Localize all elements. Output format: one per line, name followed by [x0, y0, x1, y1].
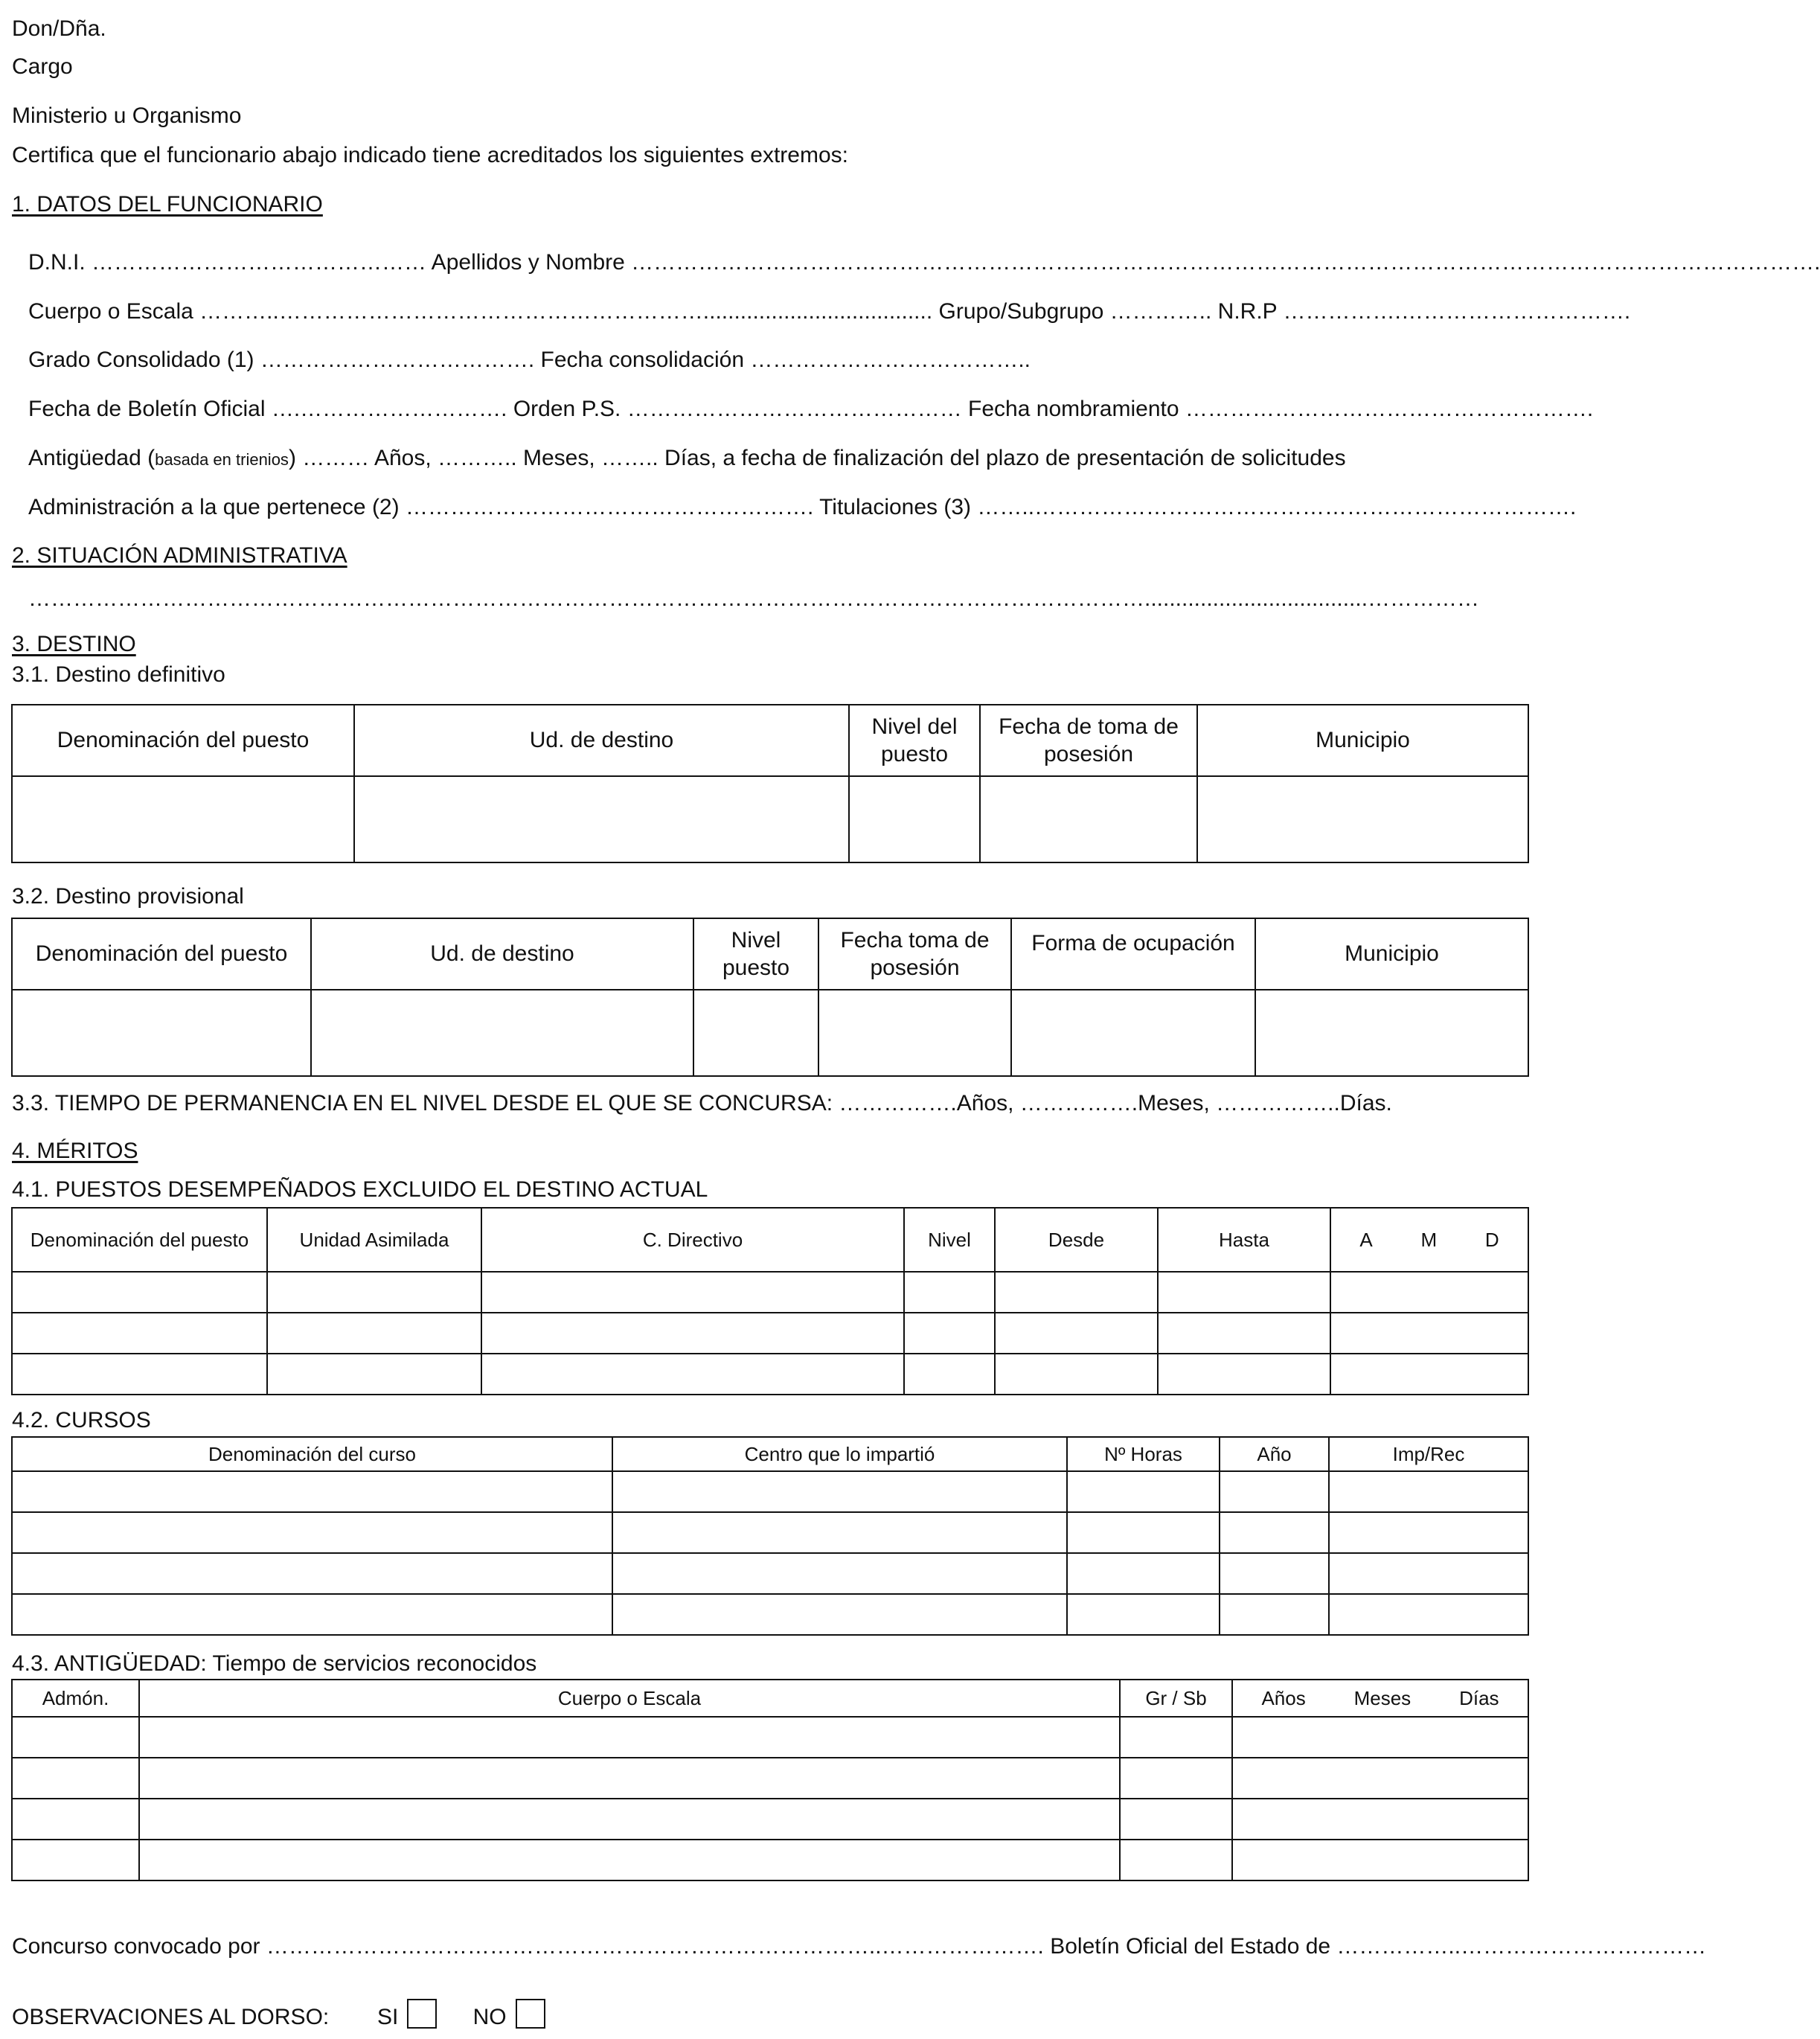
- input-cell[interactable]: [139, 1799, 1120, 1840]
- col-c-directivo: C. Directivo: [481, 1208, 904, 1272]
- col-municipio: Municipio: [1255, 918, 1528, 990]
- certifica-text: Certifica que el funcionario abajo indicado tiene acreditados los siguientes extremos:: [12, 143, 848, 167]
- col-centro: Centro que lo impartió: [612, 1437, 1067, 1471]
- col-unidad-asimilada: Unidad Asimilada: [267, 1208, 481, 1272]
- input-cell[interactable]: [612, 1471, 1067, 1512]
- input-cell[interactable]: [12, 1272, 267, 1313]
- input-cell[interactable]: [693, 990, 818, 1076]
- input-cell[interactable]: [1120, 1799, 1232, 1840]
- cursos-label: 4.2. CURSOS: [12, 1408, 151, 1433]
- input-cell[interactable]: [139, 1840, 1120, 1880]
- col-fecha-toma: Fecha toma de posesión: [818, 918, 1011, 990]
- si-checkbox[interactable]: [407, 1999, 437, 2029]
- col-ano: Año: [1220, 1437, 1329, 1471]
- input-cell[interactable]: [904, 1272, 995, 1313]
- input-cell[interactable]: [1011, 990, 1255, 1076]
- input-cell[interactable]: [1067, 1471, 1220, 1512]
- col-fecha-toma: Fecha de toma de posesión: [980, 705, 1197, 776]
- input-cell[interactable]: [12, 1471, 612, 1512]
- destino-definitivo-table: [11, 704, 1529, 863]
- input-cell[interactable]: [980, 776, 1197, 862]
- dni-line: D.N.I. ……………………………………… Apellidos y Nombre …………………………………………………………………………………………………………………………………………….: [28, 250, 1820, 275]
- input-cell[interactable]: [1329, 1512, 1528, 1553]
- input-cell[interactable]: [1220, 1553, 1329, 1594]
- input-cell[interactable]: [1329, 1471, 1528, 1512]
- col-denominacion-curso: Denominación del curso: [12, 1437, 612, 1471]
- input-cell[interactable]: [12, 1840, 139, 1880]
- input-cell[interactable]: [995, 1272, 1158, 1313]
- input-cell[interactable]: [1067, 1553, 1220, 1594]
- col-amd: A M D: [1330, 1208, 1528, 1272]
- table-row: [12, 1799, 1528, 1840]
- col-cuerpo-escala: Cuerpo o Escala: [139, 1680, 1120, 1717]
- col-ud-destino: Ud. de destino: [311, 918, 693, 990]
- input-cell[interactable]: [849, 776, 980, 862]
- input-cell[interactable]: [1255, 990, 1528, 1076]
- input-cell[interactable]: [1232, 1758, 1528, 1799]
- input-cell[interactable]: [1067, 1512, 1220, 1553]
- table-row: [12, 1354, 1528, 1395]
- table-row: [12, 1840, 1528, 1880]
- input-cell[interactable]: [12, 1553, 612, 1594]
- input-cell[interactable]: [1330, 1272, 1528, 1313]
- col-denominacion: Denominación del puesto: [12, 705, 354, 776]
- table-row: [12, 1471, 1528, 1512]
- no-label: NO: [472, 2005, 507, 2029]
- input-cell[interactable]: [267, 1354, 481, 1395]
- table-row: [12, 1758, 1528, 1799]
- col-nivel: Nivel puesto: [693, 918, 818, 990]
- input-cell[interactable]: [12, 776, 354, 862]
- input-cell[interactable]: [1120, 1758, 1232, 1799]
- input-cell[interactable]: [995, 1313, 1158, 1354]
- section-3-title: 3. DESTINO: [12, 632, 136, 656]
- puestos-table: [11, 1207, 1529, 1395]
- grado-line: Grado Consolidado (1) ………………………………. Fecha consolidación ………………………………..: [28, 348, 1031, 372]
- col-forma-ocupacion: Forma de ocupación: [1011, 918, 1255, 990]
- administracion-line: Administración a la que pertenece (2) ………………………………………………. Titulaciones (3) ……..……………………………………………………………….: [28, 495, 1577, 519]
- col-desde: Desde: [995, 1208, 1158, 1272]
- input-cell[interactable]: [1232, 1717, 1528, 1758]
- table-row: [12, 1553, 1528, 1594]
- input-cell[interactable]: [1220, 1471, 1329, 1512]
- col-imp-rec: Imp/Rec: [1329, 1437, 1528, 1471]
- input-cell[interactable]: [1120, 1840, 1232, 1880]
- input-cell[interactable]: [12, 1594, 612, 1635]
- cursos-table: [11, 1436, 1529, 1636]
- input-cell[interactable]: [481, 1313, 904, 1354]
- input-cell[interactable]: [1330, 1313, 1528, 1354]
- table-row: [12, 1272, 1528, 1313]
- input-cell[interactable]: [481, 1354, 904, 1395]
- antiguedad-label: 4.3. ANTIGÜEDAD: Tiempo de servicios reconocidos: [12, 1651, 537, 1676]
- situacion-dots: ……………………………………………………………………………………………………………………………………....................................……………: [28, 586, 1480, 611]
- input-cell[interactable]: [1197, 776, 1528, 862]
- input-cell[interactable]: [139, 1758, 1120, 1799]
- input-cell[interactable]: [311, 990, 693, 1076]
- section-4-title: 4. MÉRITOS: [12, 1139, 138, 1163]
- col-ud-destino: Ud. de destino: [354, 705, 849, 776]
- col-horas: Nº Horas: [1067, 1437, 1220, 1471]
- table-row: [12, 1512, 1528, 1553]
- boletin-line: Fecha de Boletín Oficial ….………………………. Orden P.S. ……………………………………… Fecha nombramiento ……………………………………………….: [28, 397, 1594, 421]
- input-cell[interactable]: [1232, 1840, 1528, 1880]
- input-cell[interactable]: [481, 1272, 904, 1313]
- input-cell[interactable]: [12, 990, 311, 1076]
- col-denominacion: Denominación del puesto: [12, 1208, 267, 1272]
- destino-provisional-table: [11, 918, 1529, 1077]
- input-cell[interactable]: [12, 1512, 612, 1553]
- col-gr-sb: Gr / Sb: [1120, 1680, 1232, 1717]
- ministerio-label: Ministerio u Organismo: [12, 103, 242, 128]
- col-denominacion: Denominación del puesto: [12, 918, 311, 990]
- si-label: SI: [377, 2005, 399, 2029]
- col-nivel: Nivel del puesto: [849, 705, 980, 776]
- cuerpo-line: Cuerpo o Escala ………..…………………………………………………..................................... Grupo/Subgrupo ………….. N.R.P …………….………………………….: [28, 299, 1631, 324]
- observaciones-row: [12, 1999, 575, 2029]
- no-checkbox[interactable]: [516, 1999, 545, 2029]
- antiguedad-table: [11, 1679, 1529, 1881]
- col-hasta: Hasta: [1158, 1208, 1330, 1272]
- input-cell[interactable]: [12, 1354, 267, 1395]
- input-cell[interactable]: [1220, 1594, 1329, 1635]
- input-cell[interactable]: [1329, 1594, 1528, 1635]
- table-row: [12, 776, 1528, 862]
- input-cell[interactable]: [12, 1717, 139, 1758]
- section-1-title: 1. DATOS DEL FUNCIONARIO: [12, 192, 323, 217]
- col-nivel: Nivel: [904, 1208, 995, 1272]
- input-cell[interactable]: [1120, 1717, 1232, 1758]
- input-cell[interactable]: [12, 1799, 139, 1840]
- input-cell[interactable]: [1158, 1272, 1330, 1313]
- input-cell[interactable]: [612, 1512, 1067, 1553]
- col-municipio: Municipio: [1197, 705, 1528, 776]
- input-cell[interactable]: [12, 1758, 139, 1799]
- destino-provisional-label: 3.2. Destino provisional: [12, 884, 244, 909]
- concurso-line: Concurso convocado por ………………………………………………………………………..…………………. Boletín Oficial del Estado de ……………..……………………………: [12, 1934, 1707, 1959]
- observaciones-label: OBSERVACIONES AL DORSO:: [12, 2005, 330, 2029]
- tiempo-permanencia-line: 3.3. TIEMPO DE PERMANENCIA EN EL NIVEL DESDE EL QUE SE CONCURSA: …………….Años, …………….Meses, ……………..Días.: [12, 1091, 1392, 1115]
- input-cell[interactable]: [1232, 1799, 1528, 1840]
- input-cell[interactable]: [995, 1354, 1158, 1395]
- input-cell[interactable]: [904, 1313, 995, 1354]
- destino-definitivo-label: 3.1. Destino definitivo: [12, 662, 225, 687]
- input-cell[interactable]: [139, 1717, 1120, 1758]
- col-admon: Admón.: [12, 1680, 139, 1717]
- input-cell[interactable]: [1158, 1313, 1330, 1354]
- table-row: [12, 1594, 1528, 1635]
- input-cell[interactable]: [1067, 1594, 1220, 1635]
- input-cell[interactable]: [267, 1313, 481, 1354]
- don-label: Don/Dña.: [12, 16, 106, 41]
- input-cell[interactable]: [12, 1313, 267, 1354]
- puestos-desempenados-label: 4.1. PUESTOS DESEMPEÑADOS EXCLUIDO EL DESTINO ACTUAL: [12, 1177, 708, 1202]
- col-anos-meses-dias: Años Meses Días: [1232, 1680, 1528, 1717]
- input-cell[interactable]: [612, 1594, 1067, 1635]
- input-cell[interactable]: [612, 1553, 1067, 1594]
- input-cell[interactable]: [1330, 1354, 1528, 1395]
- input-cell[interactable]: [1220, 1512, 1329, 1553]
- section-2-title: 2. SITUACIÓN ADMINISTRATIVA: [12, 543, 347, 568]
- input-cell[interactable]: [904, 1354, 995, 1395]
- table-row: [12, 990, 1528, 1076]
- cargo-label: Cargo: [12, 54, 73, 79]
- table-row: [12, 1717, 1528, 1758]
- input-cell[interactable]: [818, 990, 1011, 1076]
- input-cell[interactable]: [354, 776, 849, 862]
- antiguedad-line: Antigüedad (basada en trienios) ……… Años, ……….. Meses, …….. Días, a fecha de finalización del plazo de presentación de solicitudes: [28, 446, 1346, 470]
- input-cell[interactable]: [1158, 1354, 1330, 1395]
- input-cell[interactable]: [1329, 1553, 1528, 1594]
- input-cell[interactable]: [267, 1272, 481, 1313]
- table-row: [12, 1313, 1528, 1354]
